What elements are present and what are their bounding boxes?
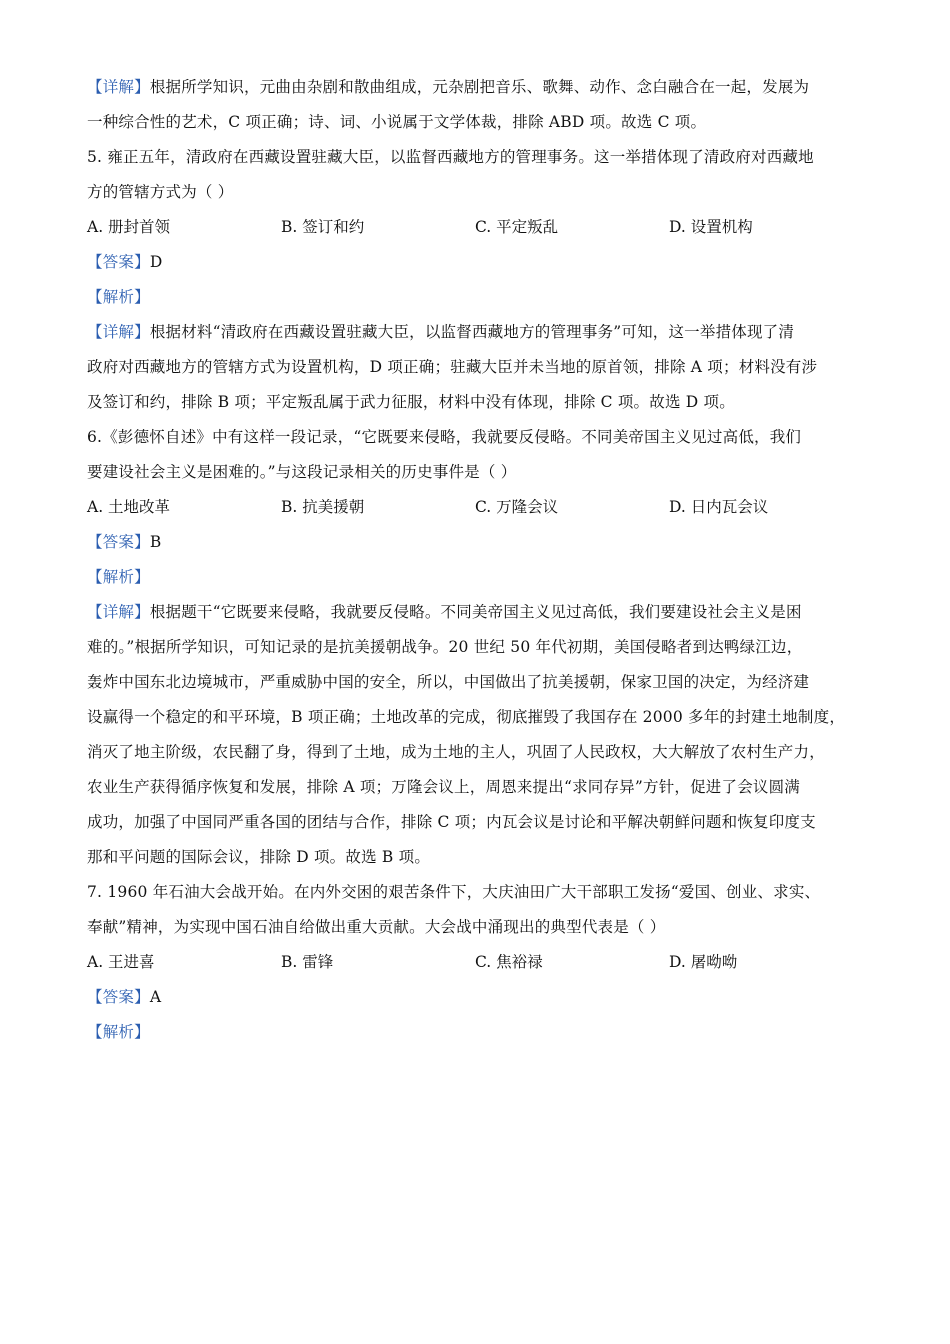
answer-line — [87, 525, 872, 560]
detail-line: 及签订和约，排除 B 项；平定叛乱属于武力征服，材料中没有体现，排除 C 项。故选 D 项。 — [87, 393, 735, 411]
detail-line: 消灭了地主阶级，农民翻了身，得到了土地，成为土地的主人，巩固了人民政权，大大解放了农村生产力， — [87, 743, 825, 761]
question-stem: 6.《彭德怀自述》中有这样一段记录，“它既要来侵略，我就要反侵略。不同美帝国主义见过高低，我们 — [87, 428, 802, 446]
option-c: C. 平定叛乱 — [475, 218, 559, 236]
answer-value: A — [149, 988, 162, 1006]
detail-tag: 【详解】 — [87, 78, 150, 96]
analysis-tag: 【解析】 — [87, 568, 150, 586]
detail-line: 【详解】根据所学知识，元曲由杂剧和散曲组成，元杂剧把音乐、歌舞、动作、念白融合在一起，发展为 — [87, 78, 810, 96]
answer-line — [87, 980, 872, 1015]
option-d: D. 日内瓦会议 — [669, 498, 769, 516]
analysis-line — [87, 280, 872, 315]
option-d: D. 设置机构 — [669, 218, 753, 236]
options-row — [87, 210, 872, 245]
question-stem: 要建设社会主义是困难的。”与这段记录相关的历史事件是（ ） — [87, 463, 517, 481]
detail-line: 那和平问题的国际会议，排除 D 项。故选 B 项。 — [87, 848, 431, 866]
options-row — [87, 490, 872, 525]
option-b: B. 抗美援朝 — [281, 498, 365, 516]
question-stem: 奉献”精神，为实现中国石油自给做出重大贡献。大会战中涌现出的典型代表是（ ） — [87, 918, 666, 936]
answer-tag: 【答案】 — [87, 988, 150, 1006]
analysis-tag: 【解析】 — [87, 288, 150, 306]
detail-line: 农业生产获得循序恢复和发展，排除 A 项；万隆会议上，周恩来提出“求同存异”方针，促进了会议圆满 — [87, 778, 800, 796]
options-row — [87, 945, 872, 980]
answer-line — [87, 245, 872, 280]
analysis-line — [87, 1015, 872, 1050]
detail-line: 一种综合性的艺术，C 项正确；诗、词、小说属于文学体裁，排除 ABD 项。故选 C 项。 — [87, 113, 707, 131]
option-a: A. 土地改革 — [87, 498, 171, 516]
detail-line: 设赢得一个稳定的和平环境，B 项正确；土地改革的完成，彻底摧毁了我国存在 2000 多年的封建土地制度， — [87, 708, 846, 726]
answer-tag: 【答案】 — [87, 533, 150, 551]
option-a: A. 王进喜 — [87, 953, 155, 971]
question-stem: 方的管辖方式为（ ） — [87, 183, 234, 201]
analysis-tag: 【解析】 — [87, 1023, 150, 1041]
option-c: C. 万隆会议 — [475, 498, 559, 516]
detail-line: 难的。”根据所学知识，可知记录的是抗美援朝战争。20 世纪 50 年代初期，美国侵略者到达鸭绿江边， — [87, 638, 803, 656]
question-stem: 5. 雍正五年，清政府在西藏设置驻藏大臣，以监督西藏地方的管理事务。这一举措体现了清政府对西藏地 — [87, 148, 814, 166]
answer-value: B — [149, 533, 162, 551]
detail-line: 成功，加强了中国同严重各国的团结与合作，排除 C 项；内瓦会议是讨论和平解决朝鲜问题和恢复印度支 — [87, 813, 816, 831]
detail-line: 轰炸中国东北边境城市，严重威胁中国的安全，所以，中国做出了抗美援朝，保家卫国的决定，为经济建 — [87, 673, 810, 691]
question-stem: 7. 1960 年石油大会战开始。在内外交困的艰苦条件下，大庆油田广大干部职工发扬“爱国、创业、求实、 — [87, 883, 821, 901]
detail-line: 【详解】根据题干“它既要来侵略，我就要反侵略。不同美帝国主义见过高低，我们要建设社会主义是困 — [87, 603, 802, 621]
option-b: B. 雷锋 — [281, 953, 334, 971]
answer-tag: 【答案】 — [87, 253, 150, 271]
analysis-line — [87, 560, 872, 595]
option-d: D. 屠呦呦 — [669, 953, 738, 971]
option-c: C. 焦裕禄 — [475, 953, 543, 971]
document-page — [87, 70, 872, 1050]
detail-tag: 【详解】 — [87, 603, 150, 621]
detail-line: 政府对西藏地方的管辖方式为设置机构，D 项正确；驻藏大臣并未当地的原首领，排除 A 项；材料没有涉 — [87, 358, 818, 376]
answer-value: D — [149, 253, 163, 271]
option-a: A. 册封首领 — [87, 218, 171, 236]
option-b: B. 签订和约 — [281, 218, 365, 236]
detail-line: 【详解】根据材料“清政府在西藏设置驻藏大臣，以监督西藏地方的管理事务”可知，这一举措体现了清 — [87, 323, 795, 341]
detail-tag: 【详解】 — [87, 323, 150, 341]
